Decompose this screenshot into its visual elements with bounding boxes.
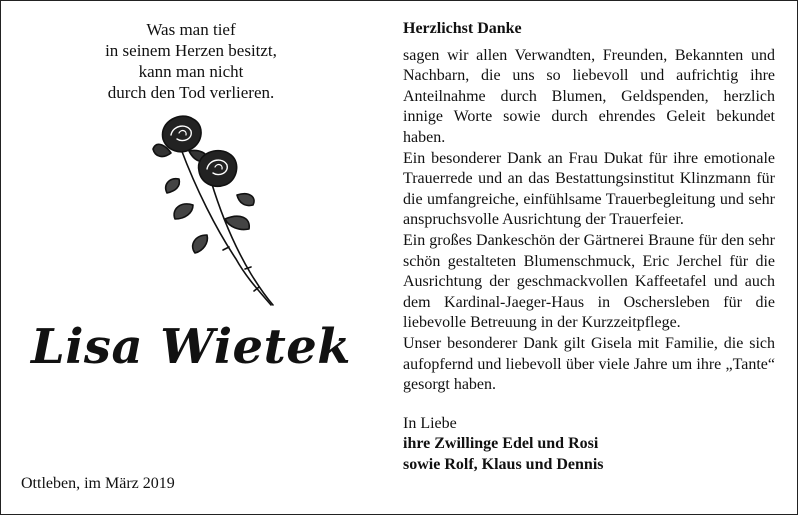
thanks-paragraph: sagen wir allen Verwandten, Freunden, Bekannten und Nachbarn, die uns so liebevoll und aufrichtig ihre Anteilnahme durch Blumen, Geldspenden, herzlich innige Worte sowie durch ehrendes Geleit bekundet haben.	[403, 46, 775, 146]
memorial-verse	[31, 19, 351, 103]
thanks-column	[403, 19, 775, 475]
thanks-paragraph: Unser besonderer Dank gilt Gisela mit Familie, die sich aufopfernd und liebevoll über viele Jahre um ihre „Tante“ gesorgt haben.	[403, 334, 775, 394]
thanks-paragraph: Ein großes Dankeschön der Gärtnerei Braune für den sehr schön gestalteten Blumenschmuck, Eric Jerchel für die Ausrichtung der geschmackvollen Kaffeetafel und auch dem Kardinal-Jaeger-Haus in Oschersleben für die liebevolle Betreuung in der Kurzzeitpflege.	[403, 231, 775, 332]
verse-line: kann man nicht	[138, 62, 244, 81]
thanks-heading: Herzlichst Danke	[403, 20, 522, 37]
verse-line: durch den Tod verlieren.	[107, 83, 275, 102]
verse-line: in seinem Herzen besitzt,	[105, 41, 277, 60]
signature-block	[403, 414, 775, 476]
signature-line: sowie Rolf, Klaus und Dennis	[403, 455, 604, 473]
thanks-paragraph: Ein besonderer Dank an Frau Dukat für ihre emotionale Trauerrede und an das Bestattungsinstitut Klinzmann für die umfangreiche, einfühlsame Trauerbegleitung und sehr anspruchsvolle Ausrichtung der Trauerfeier.	[403, 149, 775, 229]
deceased-name: Lisa Wietek	[30, 319, 352, 375]
left-column	[1, 1, 381, 516]
place-and-date: Ottleben, im März 2019	[21, 475, 175, 492]
signature-intro: In Liebe	[403, 414, 457, 432]
signature-line: ihre Zwillinge Edel und Rosi	[403, 435, 599, 453]
verse-line: Was man tief	[146, 20, 236, 39]
rose-illustration	[141, 109, 281, 309]
